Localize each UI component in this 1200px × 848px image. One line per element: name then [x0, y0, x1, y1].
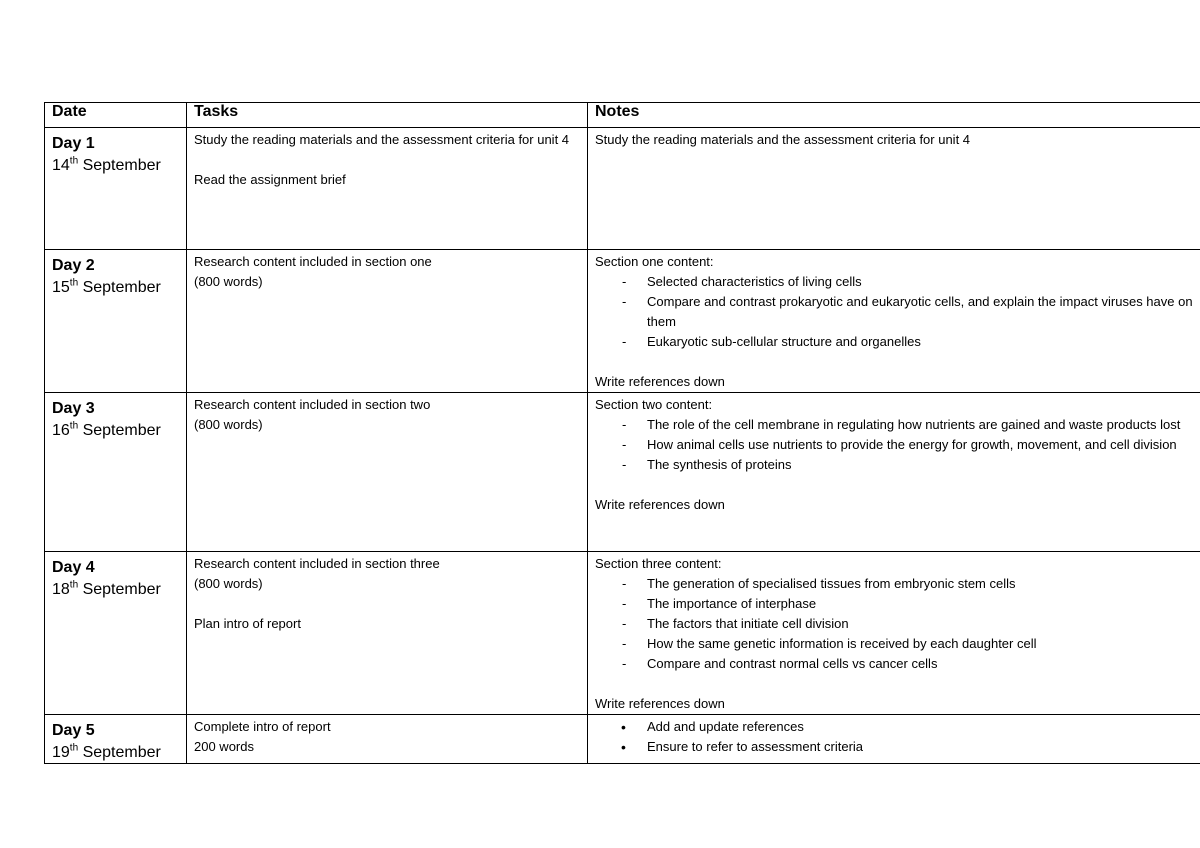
header-row [45, 103, 1200, 128]
task-text: (800 words) [194, 576, 263, 591]
notes-list [595, 272, 1200, 352]
tasks-cell [187, 715, 588, 764]
day-title: Day 4 [52, 559, 95, 576]
list-item: - The factors that initiate cell division [595, 614, 1200, 634]
list-item: - Compare and contrast normal cells vs cancer cells [595, 654, 1200, 674]
tasks-cell [187, 393, 588, 552]
notes-footer: Write references down [595, 374, 725, 389]
list-item: - Eukaryotic sub-cellular structure and organelles [595, 332, 1200, 352]
list-item: - The importance of interphase [595, 594, 1200, 614]
list-item: • Ensure to refer to assessment criteria [595, 737, 1200, 757]
date-cell [45, 393, 187, 552]
date-cell [45, 552, 187, 715]
table-row [45, 128, 1200, 250]
header-notes: Notes [588, 103, 1200, 128]
notes-footer: Write references down [595, 497, 725, 512]
day-date: 15th September [52, 277, 161, 296]
day-date: 14th September [52, 155, 161, 174]
notes-cell [588, 393, 1200, 552]
list-item: • Add and update references [595, 717, 1200, 737]
list-item: - The synthesis of proteins [595, 455, 1200, 475]
date-cell [45, 128, 187, 250]
list-item: - How the same genetic information is received by each daughter cell [595, 634, 1200, 654]
task-text: Research content included in section one [194, 254, 432, 269]
task-text: Research content included in section two [194, 397, 431, 412]
date-cell [45, 250, 187, 393]
day-title: Day 5 [52, 722, 95, 739]
day-date: 19th September [52, 742, 161, 761]
task-text: Research content included in section three [194, 556, 440, 571]
notes-list [595, 574, 1200, 674]
list-item: - The role of the cell membrane in regulating how nutrients are gained and waste products lost [595, 415, 1200, 435]
task-text: Read the assignment brief [194, 172, 346, 187]
list-item: - The generation of specialised tissues from embryonic stem cells [595, 574, 1200, 594]
task-text: Plan intro of report [194, 616, 301, 631]
tasks-cell [187, 250, 588, 393]
day-title: Day 3 [52, 400, 95, 417]
header-date: Date [45, 103, 187, 128]
notes-footer: Write references down [595, 696, 725, 711]
notes-list [595, 415, 1200, 475]
header-tasks: Tasks [187, 103, 588, 128]
day-title: Day 2 [52, 257, 95, 274]
task-text: Study the reading materials and the assessment criteria for unit 4 [194, 132, 570, 147]
notes-list [595, 717, 1200, 757]
notes-cell [588, 552, 1200, 715]
table-row [45, 552, 1200, 715]
notes-intro: Section one content: [595, 254, 714, 269]
notes-intro: Section three content: [595, 556, 722, 571]
task-text: Complete intro of report [194, 719, 331, 734]
table-row [45, 250, 1200, 393]
task-text: (800 words) [194, 417, 263, 432]
list-item: - Selected characteristics of living cells [595, 272, 1200, 292]
notes-cell [588, 715, 1200, 764]
notes-intro: Study the reading materials and the assessment criteria for unit 4 [595, 132, 971, 147]
notes-cell [588, 128, 1200, 250]
schedule-table [44, 102, 1200, 764]
day-date: 18th September [52, 579, 161, 598]
day-date: 16th September [52, 420, 161, 439]
day-title: Day 1 [52, 135, 95, 152]
list-item: - Compare and contrast prokaryotic and eukaryotic cells, and explain the impact viruses have on them [595, 292, 1200, 332]
table-row [45, 715, 1200, 764]
tasks-cell [187, 552, 588, 715]
notes-intro: Section two content: [595, 397, 713, 412]
task-text: 200 words [194, 739, 254, 754]
tasks-cell [187, 128, 588, 250]
notes-cell [588, 250, 1200, 393]
date-cell [45, 715, 187, 764]
list-item: - How animal cells use nutrients to provide the energy for growth, movement, and cell division [595, 435, 1200, 455]
table-row [45, 393, 1200, 552]
task-text: (800 words) [194, 274, 263, 289]
